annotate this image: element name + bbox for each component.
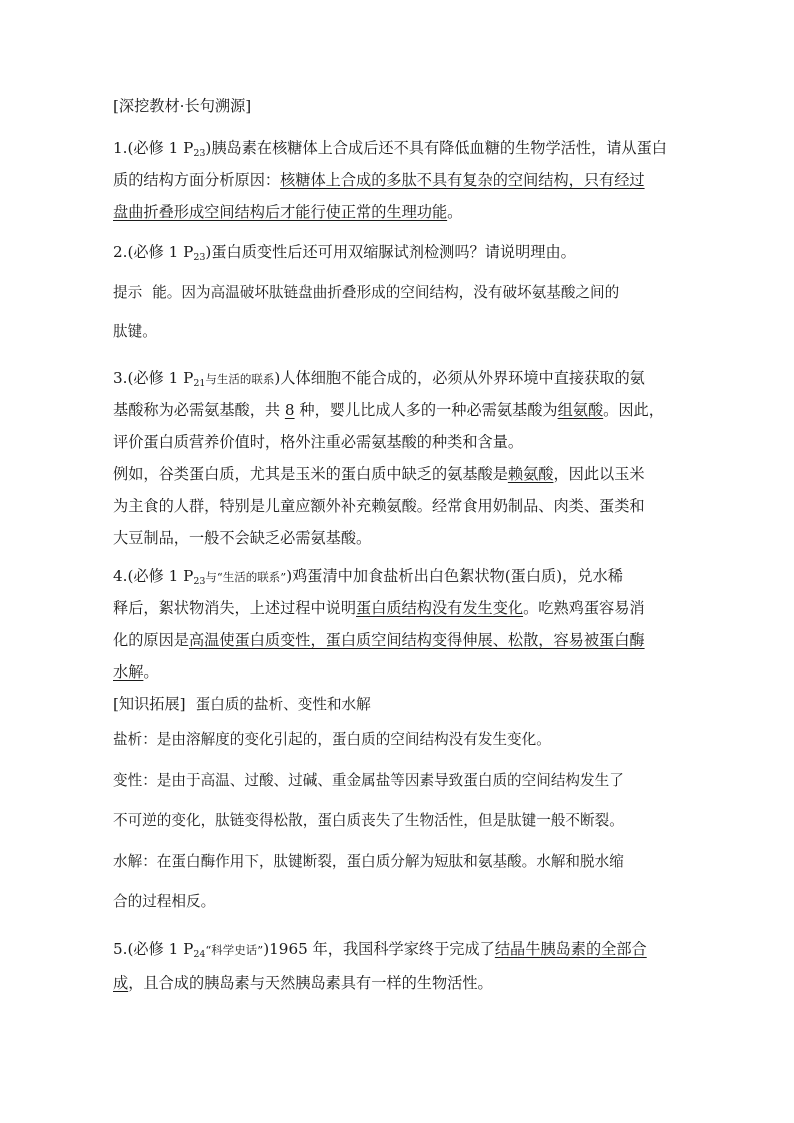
- question-3-line-1: 3.(必修 1 $P_{21}$与生活的联系)人体细胞不能合成的，必须从外界环境中直接获取的氨: [113, 369, 645, 389]
- question-3-line-5: 为主食的人群，特别是儿童应额外补充赖氨酸。经常食用奶制品、肉类、蛋类和: [113, 497, 645, 515]
- answer-3-lysine: 赖氨酸: [507, 465, 554, 483]
- extension-denaturation-line-2: 不可逆的变化，肽链变得松散，蛋白质丧失了生物活性，但是肽键一般不断裂。: [113, 812, 624, 829]
- question-1-line-1: 1.(必修 1 $P_{23}$)胰岛素在核糖体上合成后还不具有降低血糖的生物学活性，请从蛋白: [113, 139, 667, 159]
- answer-4-part-1: 蛋白质结构没有发生变化: [356, 599, 524, 617]
- question-4-line-1: 4.(必修 1 $P_{23}$与“生活的联系”)鸡蛋清中加食盐析出白色絮状物(蛋白质)，兑水稀: [113, 567, 623, 587]
- answer-3-amino-acid: 组氨酸: [557, 401, 604, 419]
- answer-5-part-2: 成: [113, 974, 129, 992]
- hint-2-line-2: 肽键。: [113, 323, 157, 340]
- extension-salting-out: 盐析：是由溶解度的变化引起的，蛋白质的空间结构没有发生变化。: [113, 731, 551, 748]
- answer-4-part-2: 高温使蛋白质变性，蛋白质空间结构变得伸展、松散，容易被蛋白酶: [188, 631, 645, 649]
- answer-4-part-3: 水解: [113, 663, 144, 681]
- question-1-line-3: 盘曲折叠形成空间结构后才能行使正常的生理功能。: [113, 203, 463, 221]
- extension-hydrolysis-line-2: 合的过程相反。: [113, 893, 216, 910]
- section-heading-textbook: [深挖教材·长句溯源]: [113, 97, 252, 115]
- question-1-line-2: 质的结构方面分析原因：核糖体上合成的多肽不具有复杂的空间结构，只有经过: [113, 171, 645, 189]
- hint-2-line-1: 提示 能。因为高温破坏肽链盘曲折叠形成的空间结构，没有破坏氨基酸之间的: [113, 284, 620, 301]
- question-5-line-2: 成，且合成的胰岛素与天然胰岛素具有一样的生物活性。: [113, 974, 493, 992]
- question-5-line-1: 5.(必修 1 $P_{24}“$科学史话”)1965 年，我国科学家终于完成了结晶牛胰岛素的全部合: [113, 940, 647, 960]
- answer-5-part-1: 结晶牛胰岛素的全部合: [494, 940, 647, 958]
- question-4-line-4: 水解。: [113, 663, 159, 681]
- extension-hydrolysis-line-1: 水解：在蛋白酶作用下，肽键断裂，蛋白质分解为短肽和氨基酸。水解和脱水缩: [113, 853, 624, 870]
- answer-1-part-1: 核糖体上合成的多肽不具有复杂的空间结构，只有经过: [280, 171, 645, 189]
- extension-denaturation-line-1: 变性：是由于高温、过酸、过碱、重金属盐等因素导致蛋白质的空间结构发生了: [113, 772, 624, 789]
- extension-subtitle: 蛋白质的盐析、变性和水解: [195, 696, 371, 713]
- hint-label: 提示: [113, 284, 143, 301]
- answer-1-part-2: 盘曲折叠形成空间结构后才能行使正常的生理功能: [113, 203, 448, 221]
- question-3-line-4: 例如，谷类蛋白质，尤其是玉米的蛋白质中缺乏的氨基酸是赖氨酸，因此以玉米: [113, 465, 645, 483]
- section-heading-extension: [知识拓展] 蛋白质的盐析、变性和水解: [113, 695, 371, 713]
- answer-3-count: 8: [284, 401, 295, 419]
- question-2: 2.(必修 1 $P_{23}$)蛋白质变性后还可用双缩脲试剂检测吗？请说明理由。: [113, 243, 576, 263]
- question-3-line-2: 基酸称为必需氨基酸，共 8 种，婴儿比成人多的一种必需氨基酸为组氨酸。因此，: [113, 401, 664, 419]
- question-3-line-3: 评价蛋白质营养价值时，格外注重必需氨基酸的种类和含量。: [113, 433, 524, 451]
- question-4-line-2: 释后，絮状物消失，上述过程中说明蛋白质结构没有发生变化。吃熟鸡蛋容易消: [113, 599, 645, 617]
- question-3-line-6: 大豆制品，一般不会缺乏必需氨基酸。: [113, 529, 372, 547]
- question-4-line-3: 化的原因是高温使蛋白质变性，蛋白质空间结构变得伸展、松散，容易被蛋白酶: [113, 631, 645, 649]
